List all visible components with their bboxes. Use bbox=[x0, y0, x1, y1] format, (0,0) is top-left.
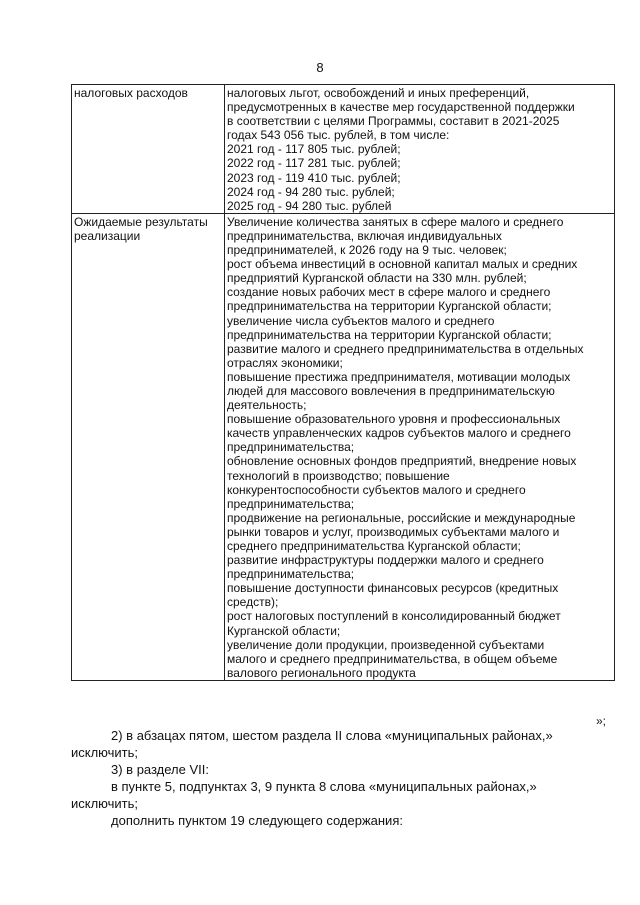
row-label-line: реализации bbox=[74, 228, 141, 243]
closing-quote-mark: »; bbox=[596, 714, 607, 728]
content-line: 2024 год - 94 280 тыс. рублей; bbox=[227, 184, 395, 199]
content-line: 2021 год - 117 805 тыс. рублей; bbox=[227, 142, 401, 157]
row-label-cell bbox=[72, 85, 225, 214]
content-line: рынки товаров и услуг, производимых субъектами малого и bbox=[227, 524, 560, 539]
content-line: повышение доступности финансовых ресурсов (кредитных bbox=[227, 581, 559, 596]
content-line: 2023 год - 119 410 тыс. рублей; bbox=[227, 170, 401, 185]
content-line: предпринимательства на территории Курганской области; bbox=[227, 327, 552, 342]
paragraph-4: дополнить пунктом 19 следующего содержания: bbox=[111, 813, 403, 828]
paragraph-2: 3) в разделе VII: bbox=[111, 762, 209, 777]
content-line: предпринимательства; bbox=[227, 440, 355, 455]
content-line: 2022 год - 117 281 тыс. рублей; bbox=[227, 156, 401, 171]
content-line: повышение образовательного уровня и профессиональных bbox=[227, 412, 561, 427]
content-line: качеств управленческих кадров субъектов малого и среднего bbox=[227, 426, 571, 441]
content-line: развитие инфраструктуры поддержки малого и среднего bbox=[227, 553, 544, 568]
content-line: увеличение доли продукции, произведенной субъектами bbox=[227, 637, 545, 652]
paragraph-3-continuation: исключить; bbox=[71, 796, 139, 811]
table-row bbox=[72, 85, 615, 214]
content-line: предпринимательства; bbox=[227, 496, 355, 511]
content-line: предпринимательства; bbox=[227, 567, 355, 582]
content-line: отраслях экономики; bbox=[227, 355, 343, 370]
table-row bbox=[72, 213, 615, 680]
content-line: малого и среднего предпринимательства, в общем объеме bbox=[227, 651, 558, 666]
content-line: предпринимательства, включая индивидуальных bbox=[227, 228, 502, 243]
content-line: предприятий Курганской области на 330 млн. рублей; bbox=[227, 271, 527, 286]
content-line: налоговых льгот, освобождений и иных преференций, bbox=[227, 86, 530, 100]
page-number: 8 bbox=[316, 60, 324, 75]
content-line: людей для массового вовлечения в предпринимательскую bbox=[227, 383, 555, 398]
row-content-cell bbox=[225, 213, 615, 680]
row-label-cell bbox=[72, 213, 225, 680]
content-line: средств); bbox=[227, 595, 279, 610]
content-line: Увеличение количества занятых в сфере малого и среднего bbox=[227, 214, 564, 229]
paragraph-3 bbox=[71, 778, 615, 795]
content-line: конкурентоспособности субъектов малого и среднего bbox=[227, 482, 526, 497]
content-line: деятельность; bbox=[227, 398, 307, 413]
content-line: создание новых рабочих мест в сфере малого и среднего bbox=[227, 285, 551, 300]
content-line: повышение престижа предпринимателя, мотивации молодых bbox=[227, 369, 571, 384]
content-line: Курганской области; bbox=[227, 623, 341, 638]
content-line: в соответствии с целями Программы, составит в 2021-2025 bbox=[227, 114, 560, 129]
content-line: среднего предпринимательства Курганской области; bbox=[227, 539, 521, 553]
content-line: предпринимательства на территории Курганской области; bbox=[227, 299, 552, 314]
content-line: валового регионального продукта bbox=[227, 665, 416, 680]
paragraph-1 bbox=[71, 727, 615, 744]
row-label-line: Ожидаемые результаты bbox=[74, 214, 208, 229]
content-line: развитие малого и среднего предпринимательства в отдельных bbox=[227, 341, 584, 356]
content-line: рост объема инвестиций в основной капитал малых и средних bbox=[227, 257, 578, 272]
passport-table bbox=[71, 84, 615, 681]
paragraph-1-continuation: исключить; bbox=[71, 745, 139, 760]
content-line: продвижение на региональные, российские и международные bbox=[227, 510, 576, 525]
content-line: годах 543 056 тыс. рублей, в том числе: bbox=[227, 128, 450, 143]
row-content-cell bbox=[225, 85, 615, 214]
paragraph-1-line-1: 2) в абзацах пятом, шестом раздела II слова «муниципальных районах,» bbox=[111, 728, 553, 743]
content-line: технологий в производство; повышение bbox=[227, 468, 450, 483]
paragraph-3-line-1: в пункте 5, подпунктах 3, 9 пункта 8 слова «муниципальных районах,» bbox=[111, 779, 537, 794]
content-line: предусмотренных в качестве мер государственной поддержки bbox=[227, 100, 575, 115]
content-line: увеличение числа субъектов малого и среднего bbox=[227, 313, 495, 328]
content-line: предпринимателей, к 2026 году на 9 тыс. человек; bbox=[227, 243, 507, 258]
content-line: 2025 год - 94 280 тыс. рублей bbox=[227, 198, 392, 213]
row-label-line: налоговых расходов bbox=[74, 86, 188, 100]
content-line: обновление основных фондов предприятий, внедрение новых bbox=[227, 454, 577, 469]
content-line: рост налоговых поступлений в консолидированный бюджет bbox=[227, 609, 561, 624]
